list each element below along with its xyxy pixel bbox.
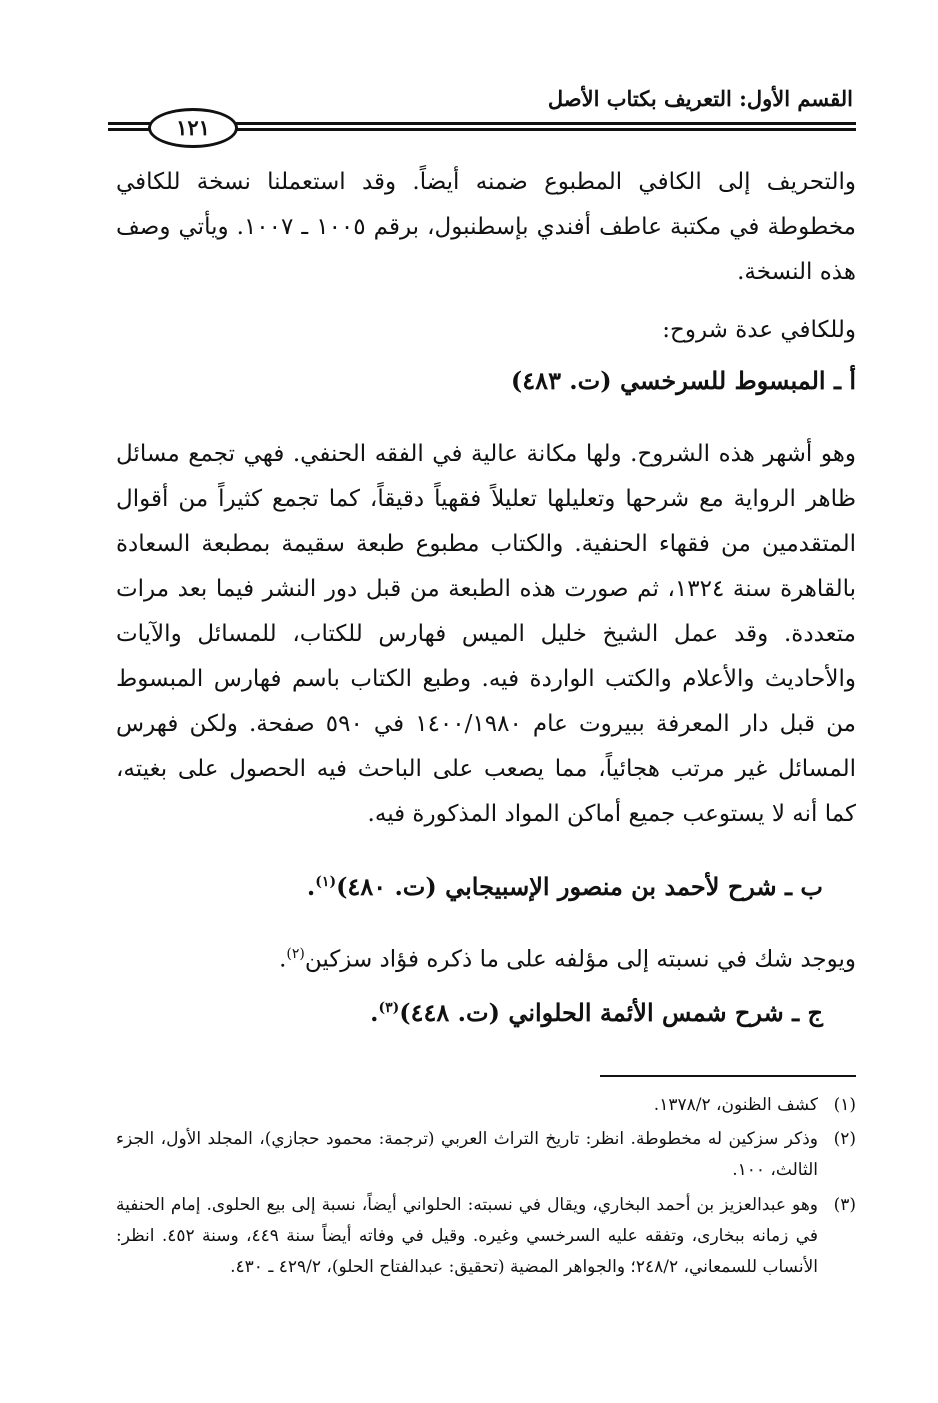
paragraph-mabsut-description: وهو أشهر هذه الشروح. ولها مكانة عالية في الفقه الحنفي. فهي تجمع مسائل ظاهر الرواية مع شرحها وتعليلها تعليلاً فقهياً دقيقاً، كما تجمع كثيراً من أقوال المتقدمين من فقهاء الحنفية. والكتاب مطبوع طبعة سقيمة بمطبعة السعادة بالقاهرة سنة ١٣٢٤، ثم صورت هذه الطبعة من قبل دور النشر فيما بعد مرات متعددة. وقد عمل الشيخ خليل الميس فهارس للكتاب، للمسائل والآيات والأحاديث والأعلام والكتب الواردة فيه. وطبع الكتاب باسم فهارس المبسوط من قبل دار المعرفة ببيروت عام ١٤٠٠/١٩٨٠ في ٥٩٠ صفحة. ولكن فهرس المسائل غير مرتب هجائياً، مما يصعب على الباحث فيه الحصول على بغيته، كما أنه لا يستوعب جميع أماكن المواد المذكورة فيه.	[116, 441, 856, 827]
footnote-ref-2[interactable]: (٢)	[286, 946, 305, 962]
footnote-number: (٢)	[833, 1129, 856, 1149]
footnote-text: كشف الظنون، ١٣٧٨/٢.	[653, 1095, 818, 1115]
footnote-text: وهو عبدالعزيز بن أحمد البخاري، ويقال في نسبته: الحلواني أيضاً، نسبة إلى بيع الحلوى. إمام الحنفية في زمانه ببخارى، وتفقه عليه السرخسي وغيره. وقيل في وفاته أيضاً سنة ٤٤٩، وسنة ٤٥٢. انظر: الأنساب للسمعاني، ٢٤٨/٢؛ والجواهر المضية (تحقيق: عبدالفتاح الحلو)، ٤٢٩/٢ ـ ٤٣٠.	[116, 1195, 818, 1277]
footnote-3	[116, 1190, 856, 1283]
heading-mabsut: أ ـ المبسوط للسرخسي (ت. ٤٨٣)	[510, 366, 856, 395]
paragraph-sezgin-doubt	[279, 932, 856, 983]
heading-isbijabi-end: .	[306, 872, 316, 901]
heading-isbijabi	[307, 872, 823, 901]
paragraph-intro: والتحريف إلى الكافي المطبوع ضمنه أيضاً. وقد استعملنا نسخة للكافي مخطوطة في مكتبة عاطف أفندي بإسطنبول، برقم ١٠٠٥ ـ ١٠٠٧. ويأتي وصف هذه النسخة.	[116, 169, 857, 285]
footnote-separator	[600, 1075, 856, 1077]
paragraph-sezgin-end: .	[279, 946, 287, 973]
footnote-ref-3[interactable]: (٣)	[378, 1000, 400, 1016]
page-number: ١٢١	[148, 108, 238, 148]
footnote-text: وذكر سزكين له مخطوطة. انظر: تاريخ التراث العربي (ترجمة: محمود حجازي)، المجلد الأول، الجزء الثالث، ١٠٠.	[116, 1129, 818, 1180]
heading-isbijabi-text: ب ـ شرح لأحمد بن منصور الإسبيجابي (ت. ٤٨٠)	[336, 872, 823, 901]
paragraph-commentaries-intro: وللكافي عدة شروح:	[662, 317, 856, 343]
footnote-number: (١)	[833, 1095, 856, 1115]
heading-halwani-text: ج ـ شرح شمس الأئمة الحلواني (ت. ٤٤٨)	[399, 998, 823, 1027]
footnote-1	[116, 1090, 856, 1121]
footnote-ref-1[interactable]: (١)	[315, 874, 337, 890]
running-header-title: القسم الأول: التعريف بكتاب الأصل	[547, 86, 853, 111]
footnote-number: (٣)	[833, 1195, 856, 1215]
paragraph-sezgin-text: ويوجد شك في نسبته إلى مؤلفه على ما ذكره فؤاد سزكين	[304, 946, 856, 973]
heading-halwani	[370, 998, 823, 1027]
heading-halwani-end: .	[370, 998, 379, 1027]
footnote-2	[116, 1124, 856, 1186]
